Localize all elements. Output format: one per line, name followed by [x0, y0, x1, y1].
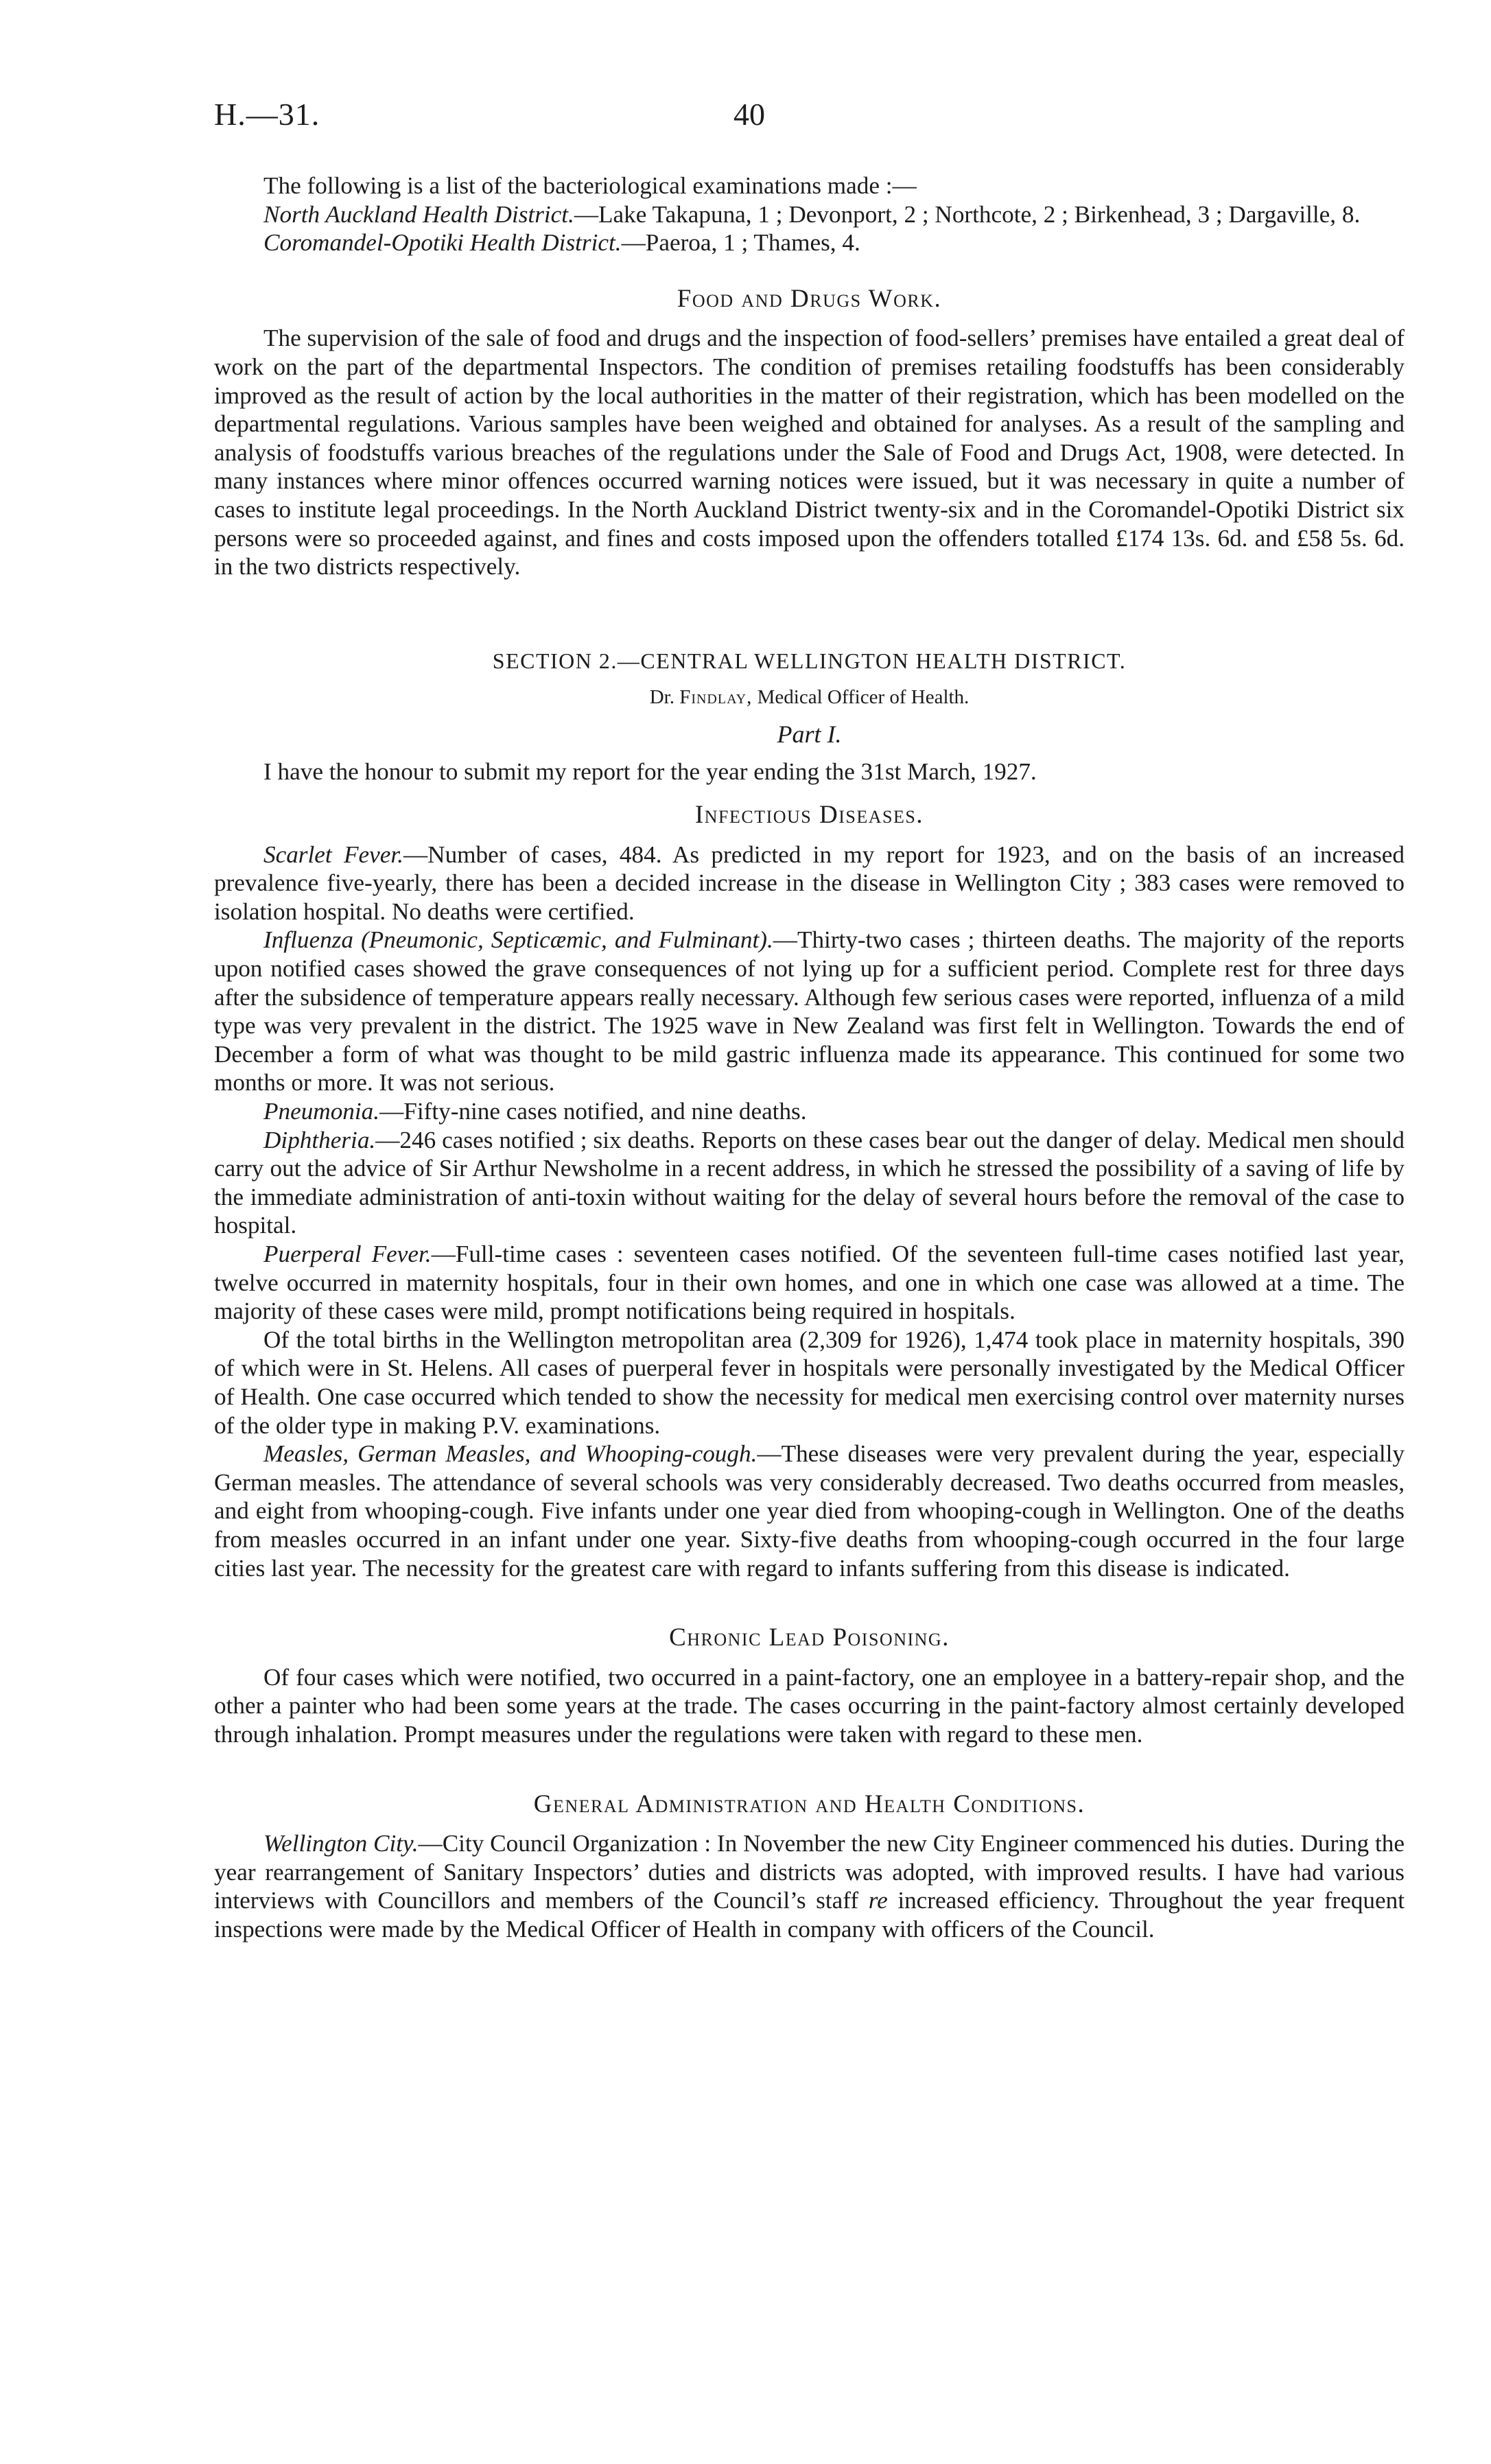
pneumonia-paragraph: [214, 1097, 1405, 1126]
north-auckland-label: North Auckland Health District.: [263, 200, 574, 228]
officer-title: Medical Officer of Health.: [757, 686, 970, 709]
report-intro: I have the honour to submit my report for the year ending the 31st March, 1927.: [263, 758, 1037, 785]
wellington-city-text-b: increased efficiency. Throughout the year frequent inspections were made by the Medical Officer of Health in company with officers of the Council.: [214, 1887, 1405, 1943]
north-auckland-paragraph: [214, 200, 1405, 229]
officer-prefix: Dr.: [649, 686, 674, 709]
scarlet-fever-text: —Number of cases, 484. As predicted in my report for 1923, and on the basis of an increased prevalence five-yearly, there has been a decided increase in the disease in Wellington City ; 383 cases were removed to isolation hospital. No deaths were certified.: [214, 841, 1405, 925]
food-drugs-heading: Food and Drugs Work.: [677, 284, 942, 313]
coromandel-label: Coromandel-Opotiki Health District.: [263, 229, 622, 257]
puerperal-fever-text: —Full-time cases : seventeen cases notified. Of the seventeen full-time cases notified last year, twelve occurred in maternity hospitals, four in their own homes, and one in which one case was allowed at a time. The majority of these cases were mild, prompt notifications being required in hospitals.: [214, 1241, 1405, 1325]
page-body: [214, 172, 1405, 1943]
scarlet-fever-paragraph: [214, 841, 1405, 926]
coromandel-text: —Paeroa, 1 ; Thames, 4.: [621, 229, 860, 257]
wellington-city-paragraph: [214, 1829, 1405, 1943]
medical-officer-line: [214, 683, 1405, 712]
general-administration-heading: General Administration and Health Conditions.: [533, 1790, 1085, 1818]
scarlet-fever-label: Scarlet Fever.: [263, 841, 403, 868]
wellington-city-re: re: [868, 1887, 888, 1914]
diphtheria-text: —246 cases notified ; six deaths. Reports on these cases bear out the danger of delay. Medical men should carry out the advice of Sir Arthur Newsholme in a recent address, in which he stressed the possibility of a saving of life by the immediate administration of anti-toxin without waiting for the delay of several hours before the removal of the case to hospital.: [214, 1126, 1405, 1239]
influenza-text: —Thirty-two cases ; thirteen deaths. The majority of the reports upon notified cases showed the grave consequences of not lying up for a sufficient period. Complete rest for three days after the subsidence of temperature appears really necessary. Although few serious cases were reported, influenza of a mild type was very prevalent in the district. The 1925 wave in New Zealand was first felt in Wellington. Towards the end of December a form of what was thought to be mild gastric influenza made its appearance. This continued for some two months or more. It was not serious.: [214, 926, 1405, 1096]
pneumonia-label: Pneumonia.: [263, 1098, 380, 1125]
births-paragraph: Of the total births in the Wellington metropolitan area (2,309 for 1926), 1,474 took place in maternity hospitals, 390 of which were in St. Helens. All cases of puerperal fever in hospitals were personally investigated by the Medical Officer of Health. One case occurred which tended to show the necessity for medical men exercising control over maternity nurses of the older type in making P.V. examinations.: [214, 1326, 1405, 1439]
puerperal-fever-paragraph: [214, 1240, 1405, 1326]
wellington-city-label: Wellington City.: [263, 1830, 419, 1857]
lead-poisoning-heading: Chronic Lead Poisoning.: [669, 1623, 950, 1652]
north-auckland-text: —Lake Takapuna, 1 ; Devonport, 2 ; Northcote, 2 ; Birkenhead, 3 ; Dargaville, 8.: [574, 200, 1361, 228]
measles-text: —These diseases were very prevalent during the year, especially German measles. The attendance of several schools was very considerably decreased. Two deaths occurred from measles, and eight from whooping-cough. Five infants under one year died from whooping-cough in Wellington. One of the deaths from measles occurred in an infant under one year. Sixty-five deaths from whooping-cough occurred in the four large cities last year. The necessity for the greatest care with regard to infants suffering from this disease is indicated.: [214, 1440, 1405, 1582]
food-drugs-paragraph: The supervision of the sale of food and drugs and the inspection of food-sellers’ premises have entailed a great deal of work on the part of the departmental Inspectors. The condition of premises retailing foodstuffs has been considerably improved as the result of action by the local authorities in the matter of their registration, which has been modelled on the departmental regulations. Various samples have been weighed and obtained for analyses. As a result of the sampling and analysis of foodstuffs various breaches of the regulations under the Sale of Food and Drugs Act, 1908, were detected. In many instances where minor offences occurred warning notices were issued, but it was necessary in quite a number of cases to institute legal proceedings. In the North Auckland District twenty-six and in the Coromandel-Opotiki District six persons were so proceeded against, and fines and costs imposed upon the offenders totalled £174 13s. 6d. and £58 5s. 6d. in the two districts respectively.: [214, 325, 1405, 580]
puerperal-fever-label: Puerperal Fever.: [263, 1241, 432, 1267]
officer-name: Findlay,: [679, 686, 753, 709]
diphtheria-paragraph: [214, 1126, 1405, 1240]
measles-label: Measles, German Measles, and Whooping-cough.: [263, 1440, 758, 1468]
lead-poisoning-paragraph: Of four cases which were notified, two occurred in a paint-factory, one an employee in a battery-repair shop, and the other a painter who had been some years at the trade. The cases occurring in the paint-factory almost certainly developed through inhalation. Prompt measures under the regulations were taken with regard to these men.: [214, 1663, 1405, 1748]
pneumonia-text: —Fifty-nine cases notified, and nine deaths.: [379, 1098, 807, 1125]
influenza-label: Influenza (Pneumonic, Septicæmic, and Fulminant).: [263, 926, 773, 954]
bacteriological-intro: The following is a list of the bacteriological examinations made :—: [263, 172, 917, 199]
part-heading: Part I.: [777, 720, 842, 748]
wellington-city-text-a: —City Council Organization : In November the new City Engineer commenced his duties. During the year rearrangement of Sanitary Inspectors’ duties and districts was adopted, with improved results. I have had various interviews with Councillors and members of the Council’s staff: [214, 1830, 1405, 1914]
coromandel-paragraph: [214, 228, 1405, 257]
page-header: [214, 96, 1284, 144]
document-code: H.—31.: [214, 97, 320, 132]
influenza-paragraph: [214, 926, 1405, 1097]
section-2-heading: SECTION 2.—CENTRAL WELLINGTON HEALTH DISTRICT.: [492, 648, 1127, 673]
page-number: 40: [733, 97, 765, 132]
diphtheria-label: Diphtheria.: [263, 1126, 376, 1153]
measles-paragraph: [214, 1440, 1405, 1582]
infectious-diseases-heading: Infectious Diseases.: [694, 801, 924, 830]
